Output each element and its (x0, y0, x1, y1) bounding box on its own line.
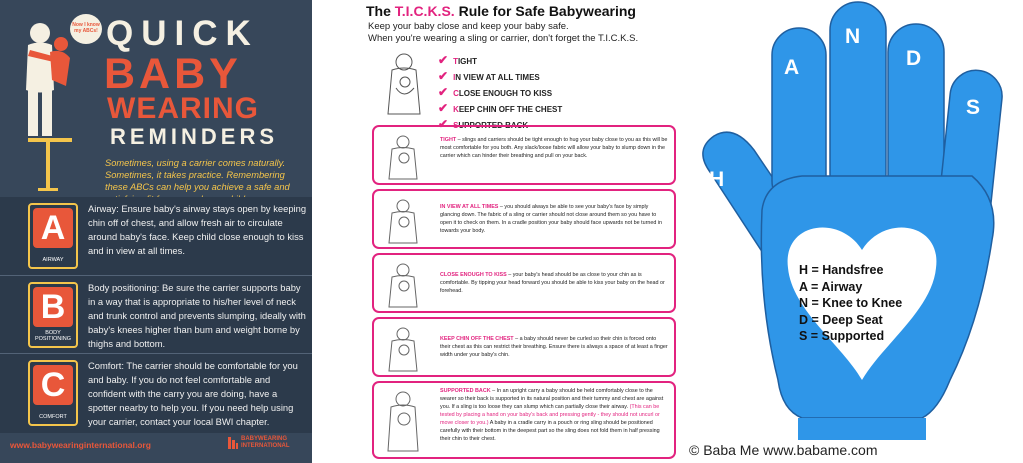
abc-item-airway (0, 197, 312, 275)
letter-tile (28, 282, 78, 348)
letter-tile (28, 360, 78, 426)
tile-caption: BODY POSITIONING (34, 330, 72, 342)
abc-item-text: Comfort: The carrier should be comfortable for you and baby. If you do not feel comfortable and confident with the carry you are doing, have a spotter nearby to help you. If you need help using your carrier, contact your local BWI chapter. (88, 360, 298, 427)
bwi-logo-icon (228, 437, 238, 449)
check-icon: ✔ (438, 53, 449, 67)
legend-item: N = Knee to Knee (799, 296, 903, 310)
ticks-box-text: CLOSE ENOUGH TO KISS – your baby's head should be as close to your chin as is comfortable. By tipping your head forward you should be able to kiss your baby on the head or forehead. (440, 272, 665, 294)
ticks-box-text: SUPPORTED BACK – In an upright carry a baby should be held comfortably close to the wearer so their back is supported in its natural position and their tummy and chest are against you. If a sling is too loose they can slump which can partially close their airway. (This can be tested by placing a hand on your baby's back and pressing gently - they should not uncurl or move closer to you.) A baby in a cradle carry in a pouch or ring sling should be positioned carefully with their bottom in the deepest part so the sling does not fold them in half pressing their chin to their chest. (440, 388, 664, 442)
legend-item: D = Deep Seat (799, 312, 883, 327)
poster-title-reminders: REMINDERS (110, 124, 279, 149)
checklist-item: ✔ IN VIEW AT ALL TIMES (438, 69, 540, 83)
bwi-logo-text: BABYWEARING INTERNATIONAL (241, 436, 290, 449)
abc-item-body-positioning (0, 275, 312, 353)
check-icon: ✔ (438, 101, 449, 115)
legend-item: A = Airway (799, 279, 863, 294)
ticks-box-text: TIGHT – slings and carriers should be tight enough to hug your baby close to you as this will be most comfortable for you both. Any slack/loose fabric will allow your baby to slump down in the carrier which can hinder their breathing and pull on your back. (440, 137, 668, 159)
bwi-logo (228, 436, 301, 450)
finger-letter: N (845, 25, 861, 48)
checklist-item: ✔ TIGHT (438, 53, 478, 67)
poster-intro: Sometimes, using a carrier comes naturally. Sometimes, it takes practice. Remembering these ABCs can help you achieve a safe and (105, 158, 290, 192)
legend-item: H = Handsfree (799, 263, 884, 277)
title-acronym: T.I.C.K.S. (394, 3, 455, 19)
finger-letter: S (966, 96, 981, 119)
finger-letter: A (784, 56, 800, 79)
poster-title-wearing: WEARING (107, 92, 259, 125)
letter-tile (28, 203, 78, 269)
finger-letter: D (906, 47, 922, 70)
wearer-sketch-icon (380, 325, 426, 373)
wearer-sketch-icon (380, 389, 426, 453)
wearer-sketch-icon (374, 50, 434, 120)
checklist-item: ✔ CLOSE ENOUGH TO KISS (438, 85, 553, 99)
tile-letter: A (33, 208, 73, 248)
finger-letter: H (709, 168, 725, 191)
checklist-item: ✔ SUPPORTED BACK (438, 117, 529, 131)
credit-line: © Baba Me www.babame.com (689, 442, 878, 458)
abc-item-text: Airway: Ensure baby's airway stays open by keeping chin off of chest, and allow fresh air to circulate around baby's face. Keep child close enough to kiss and in view at all times. (88, 203, 307, 256)
hand-illustration (682, 0, 1023, 440)
tile-caption: AIRWAY (42, 257, 64, 263)
check-icon: ✔ (438, 117, 449, 131)
wearer-sketch-icon (380, 261, 426, 309)
ticks-box-text: KEEP CHIN OFF THE CHEST – a baby should never be curled so their chin is forced onto their chest as this can restrict their breathing. Ensure there is always a space of at least a finger width under your baby's chin. (440, 336, 668, 358)
ticks-box-supported-back (372, 381, 676, 459)
abc-list (0, 197, 312, 433)
ticks-rule-sheet (366, 0, 681, 463)
poster-title-baby: BABY (104, 50, 242, 98)
ticks-box-chin (372, 317, 676, 377)
tile-caption: COMFORT (39, 414, 67, 420)
ticks-box-text: IN VIEW AT ALL TIMES – you should always be able to see your baby's face by simply glancing down. The fabric of a sling or carrier should not close around them so you have to open it to check on them. In a cradle position your baby should face upwards not be turned in towards your body. (440, 204, 663, 234)
abc-item-text: Body positioning: Be sure the carrier supports baby in a way that is appropriate to his/her level of neck and trunk control and prevents slumping, ideally with baby's knees higher than bum and weight borne by thighs and bottom. (88, 282, 306, 349)
ticks-box-close-enough (372, 253, 676, 313)
wearer-sketch-icon (380, 197, 426, 245)
ticks-subtitle-1: Keep your baby close and keep your baby safe. (368, 21, 569, 32)
ticks-subtitle-2: When you're wearing a sling or carrier, don't forget the T.I.C.K.S. (368, 33, 639, 44)
legend-item: S = Supported (799, 329, 885, 343)
check-icon: ✔ (438, 85, 449, 99)
wearer-sketch-icon (380, 133, 426, 181)
babywearing-reminders-poster (0, 0, 312, 463)
abc-item-comfort (0, 353, 312, 431)
poster-footer-url[interactable]: www.babywearinginternational.org (10, 440, 151, 450)
poster-title-quick: QUICK (106, 14, 259, 53)
title-pre: The (366, 3, 395, 19)
tile-letter: B (33, 287, 73, 327)
checklist-item: ✔ KEEP CHIN OFF THE CHEST (438, 101, 563, 115)
ticks-box-tight (372, 125, 676, 185)
ticks-box-in-view (372, 189, 676, 249)
speech-bubble: Now I know my ABCs! (70, 14, 102, 44)
hands-legend (799, 262, 902, 345)
hands-acronym-graphic (682, 0, 1023, 463)
tile-letter: C (33, 365, 73, 405)
ticks-checklist (438, 53, 562, 133)
check-icon: ✔ (438, 69, 449, 83)
title-post: Rule for Safe Babywearing (454, 3, 636, 19)
ticks-title (366, 3, 636, 19)
